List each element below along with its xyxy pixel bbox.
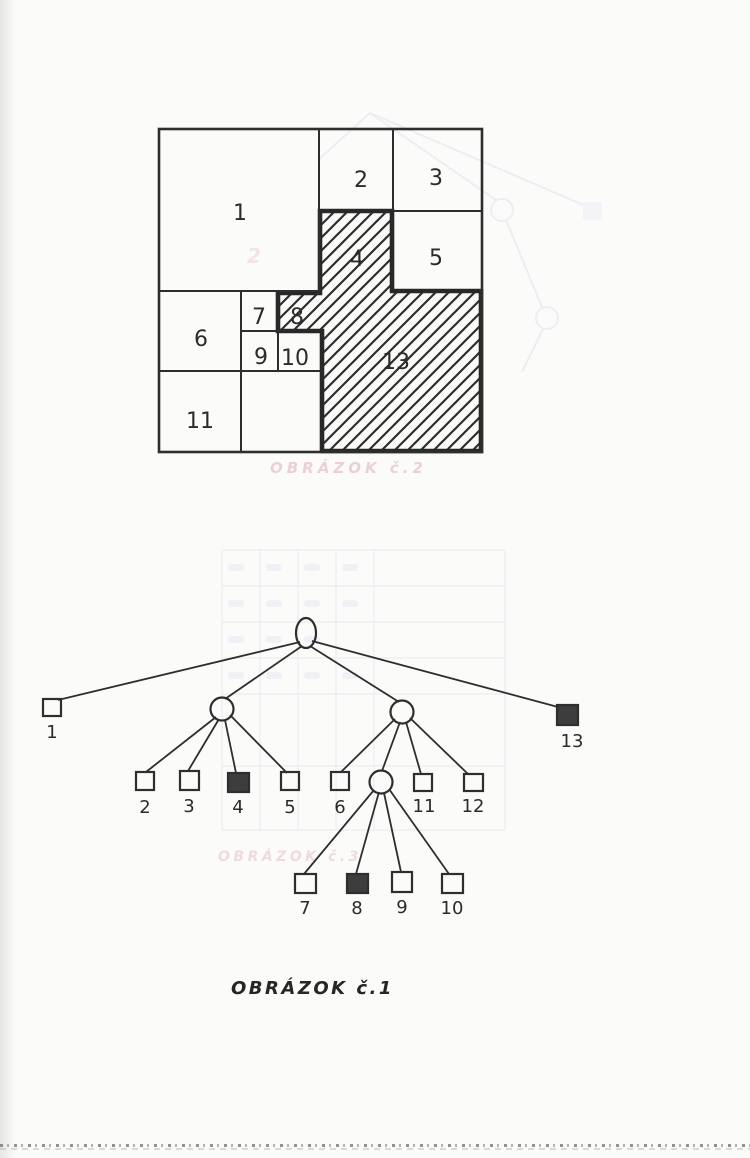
tree-label-7: 7 [299, 898, 311, 919]
tree-leaf-13-filled [557, 705, 578, 725]
region-label-11: 11 [186, 409, 214, 434]
tree-leaf-12 [464, 774, 483, 791]
tree-leaf-10 [442, 874, 463, 893]
tree-leaf-9 [392, 872, 412, 892]
region-label-9: 9 [254, 345, 268, 370]
scan-bottom-edge-line [0, 1144, 750, 1147]
watermark-stray-digit: 2 [247, 244, 261, 268]
tree-leaf-3 [180, 771, 199, 790]
region-label-4: 4 [350, 247, 364, 272]
tree-label-13: 13 [560, 731, 584, 752]
tree-leaf-4-filled [228, 773, 249, 792]
tree-node-labels [46, 722, 583, 919]
tree-leaf-1 [43, 699, 61, 716]
scan-left-edge-shade [0, 0, 16, 1158]
figure-caption: OBRÁZOK č.1 [231, 978, 394, 999]
tree-leaf-11 [414, 774, 432, 791]
tree-label-2: 2 [139, 797, 151, 818]
tree-label-5: 5 [284, 797, 296, 818]
region-label-7: 7 [252, 305, 266, 330]
tree-label-11: 11 [412, 796, 436, 817]
tree-label-3: 3 [183, 796, 195, 817]
tree-label-4: 4 [232, 797, 244, 818]
figure-tree [43, 618, 583, 919]
hatched-region-outline [278, 211, 481, 451]
region-label-8: 8 [290, 305, 304, 330]
region-label-5: 5 [429, 246, 443, 271]
tree-label-6: 6 [334, 797, 346, 818]
tree-label-12: 12 [461, 796, 485, 817]
watermark-caption-figure2: OBRÁZOK č.2 [270, 459, 427, 477]
scan-bottom-edge-line-faint [0, 1148, 750, 1150]
figure-square-partition [159, 129, 482, 452]
tree-leaf-5 [281, 772, 299, 790]
tree-label-10: 10 [440, 898, 464, 919]
tree-label-1: 1 [46, 722, 58, 743]
tree-label-9: 9 [396, 897, 408, 918]
tree-label-8: 8 [351, 898, 363, 919]
bleed-square [583, 202, 602, 220]
region-label-3: 3 [429, 166, 443, 191]
tree-leaf-6 [331, 772, 349, 790]
tree-leaf-7 [295, 874, 316, 893]
region-label-10: 10 [281, 346, 309, 371]
tree-leaf-8-filled [347, 874, 368, 893]
region-label-6: 6 [194, 327, 208, 352]
bleed-table-grid [222, 550, 505, 830]
region-label-2: 2 [354, 168, 368, 193]
region-label-1: 1 [233, 201, 247, 226]
watermark-caption-figure3: OBRÁZOK č.3 [218, 849, 362, 865]
tree-internal-node-c [370, 771, 393, 794]
tree-internal-node-b [391, 701, 414, 724]
region-label-13: 13 [382, 350, 410, 375]
tree-leaf-2 [136, 772, 154, 790]
